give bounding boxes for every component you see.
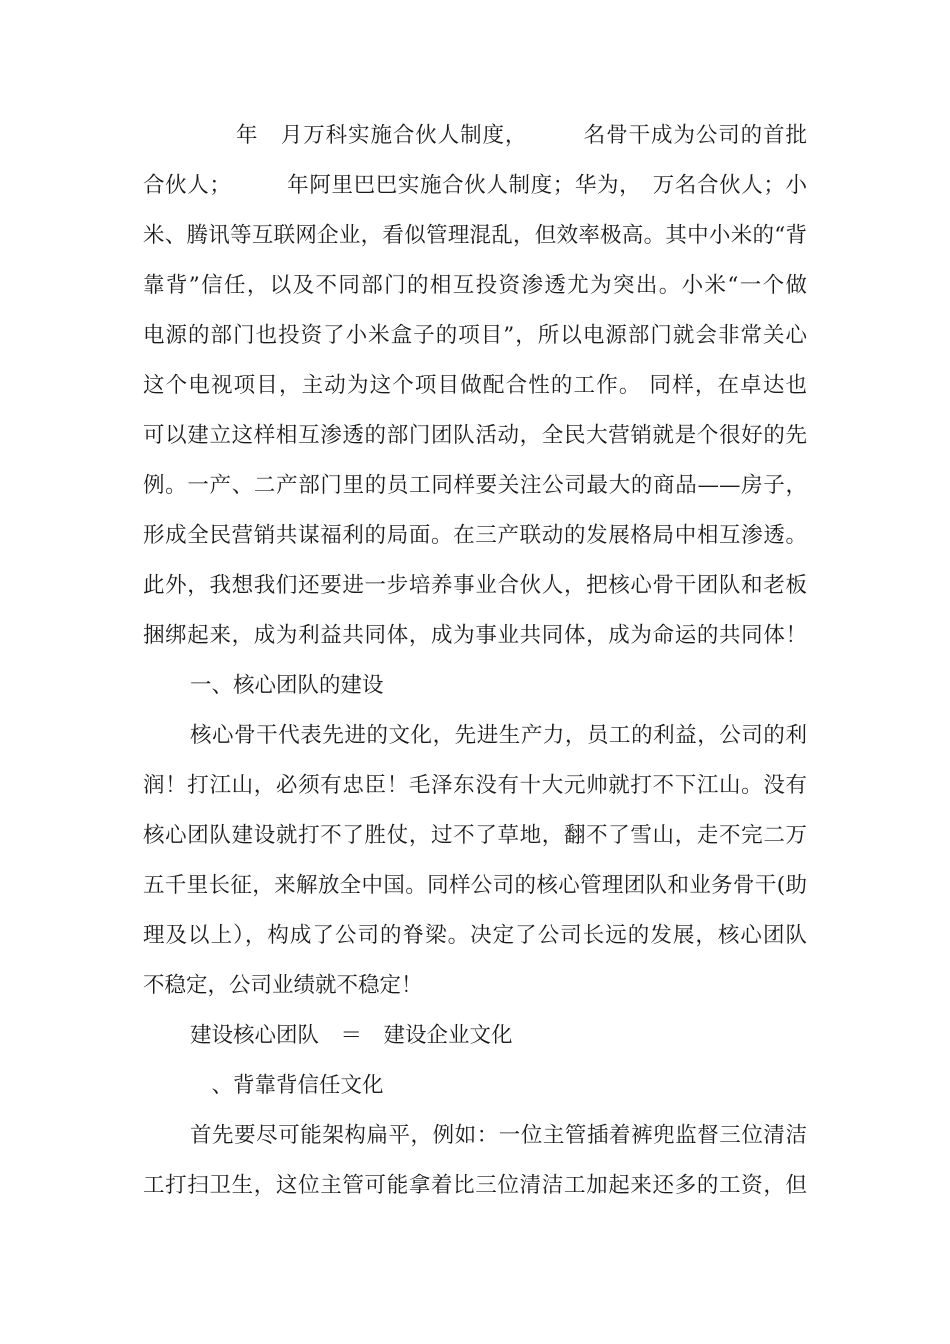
- text-line: 靠背”信任，以及不同部门的相互投资渗透尤为突出。小米“一个做: [143, 273, 807, 298]
- text-line: 润！打江山，必须有忠臣！毛泽东没有十大元帅就打不下江山。没有: [143, 773, 807, 798]
- formula-line: 建设核心团队 ＝ 建设企业文化: [190, 1023, 513, 1048]
- text-line: 合伙人； 年阿里巴巴实施合伙人制度；华为， 万名合伙人；小: [143, 173, 807, 198]
- text-line: 核心骨干代表先进的文化，先进生产力，员工的利益，公司的利: [190, 723, 807, 748]
- text-line: 首先要尽可能架构扁平，例如：一位主管插着裤兜监督三位清洁: [190, 1123, 807, 1148]
- subsection-heading: 、背靠背信任文化: [190, 1073, 384, 1098]
- section-heading: 一、核心团队的建设: [190, 673, 384, 698]
- text-line: 此外，我想我们还要进一步培养事业合伙人，把核心骨干团队和老板: [143, 573, 807, 598]
- text-line: 例。一产、二产部门里的员工同样要关注公司最大的商品——房子，: [143, 473, 807, 498]
- text-line: 不稳定，公司业绩就不稳定！: [143, 973, 423, 998]
- text-line: 电源的部门也投资了小米盒子的项目”，所以电源部门就会非常关心: [143, 323, 807, 348]
- text-line: 捆绑起来，成为利益共同体，成为事业共同体，成为命运的共同体！: [143, 623, 807, 648]
- text-line: 核心团队建设就打不了胜仗，过不了草地，翻不了雪山，走不完二万: [143, 823, 807, 848]
- text-line: 五千里长征，来解放全中国。同样公司的核心管理团队和业务骨干(助: [143, 873, 807, 898]
- text-line: 形成全民营销共谋福利的局面。在三产联动的发展格局中相互渗透。: [143, 523, 807, 548]
- text-line: 这个电视项目，主动为这个项目做配合性的工作。 同样，在卓达也: [143, 373, 807, 398]
- text-line: 可以建立这样相互渗透的部门团队活动，全民大营销就是个很好的先: [143, 423, 807, 448]
- text-line: 米、腾讯等互联网企业，看似管理混乱，但效率极高。其中小米的“背: [143, 223, 807, 248]
- text-line: 年 月万科实施合伙人制度， 名骨干成为公司的首批: [236, 123, 807, 148]
- text-line: 理及以上），构成了公司的脊梁。决定了公司长远的发展，核心团队: [143, 923, 807, 948]
- text-line: 工打扫卫生，这位主管可能拿着比三位清洁工加起来还多的工资，但: [143, 1173, 807, 1198]
